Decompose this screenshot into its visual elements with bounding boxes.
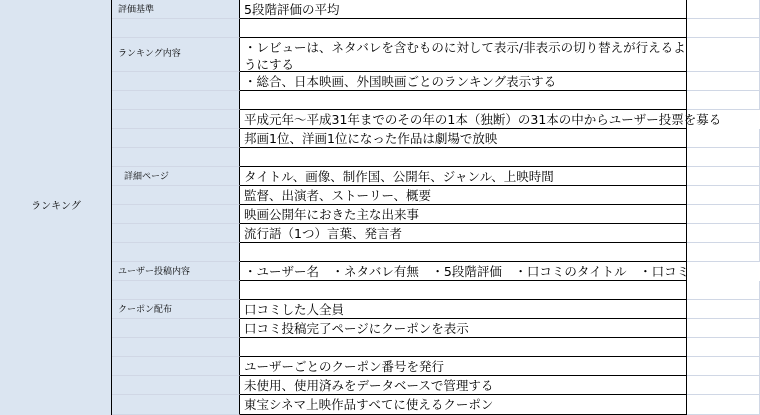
cell-b-text: クーポン配布 bbox=[118, 305, 173, 315]
cell-d[interactable] bbox=[687, 281, 760, 300]
cell-c[interactable]: 映画公開年におきた主な出来事 bbox=[240, 205, 687, 224]
cell-c[interactable] bbox=[240, 91, 687, 110]
cell-b[interactable] bbox=[112, 224, 240, 243]
cell-c[interactable]: 東宝シネマ上映作品すべてに使えるクーポン bbox=[240, 395, 687, 415]
cell-c[interactable]: 監督、出演者、ストーリー、概要 bbox=[240, 186, 687, 205]
cell-b[interactable] bbox=[112, 338, 240, 357]
cell-b[interactable] bbox=[112, 167, 240, 186]
cell-c[interactable]: 未使用、使用済みをデータベースで管理する bbox=[240, 376, 687, 395]
cell-d[interactable] bbox=[687, 376, 760, 395]
cell-d[interactable] bbox=[687, 148, 760, 167]
cell-d[interactable] bbox=[687, 243, 760, 262]
table-row bbox=[112, 167, 760, 186]
cell-d[interactable] bbox=[687, 167, 760, 186]
cell-b[interactable] bbox=[112, 262, 240, 281]
cell-d[interactable] bbox=[687, 319, 760, 338]
table-row bbox=[112, 338, 760, 357]
cell-b[interactable] bbox=[112, 110, 240, 129]
cell-b[interactable] bbox=[112, 395, 240, 415]
table-row bbox=[112, 148, 760, 167]
cell-c[interactable]: ・レビューは、ネタバレを含むものに対して表示/非表示の切り替えが行えるようにする bbox=[240, 38, 687, 72]
cell-b[interactable] bbox=[112, 205, 240, 224]
merged-cell-category[interactable] bbox=[0, 0, 112, 415]
cell-c[interactable]: 邦画1位、洋画1位になった作品は劇場で放映 bbox=[240, 129, 687, 148]
table-row bbox=[112, 300, 760, 319]
table-row bbox=[112, 72, 760, 91]
cell-b[interactable] bbox=[112, 19, 240, 38]
cell-c[interactable]: 平成元年～平成31年までのその年の1本（独断）の31本の中からユーザー投票を募る bbox=[240, 110, 687, 129]
table-row bbox=[112, 243, 760, 262]
cell-b-text: ユーザー投稿内容 bbox=[118, 267, 191, 277]
cell-d[interactable] bbox=[687, 0, 760, 19]
table-row bbox=[112, 395, 760, 415]
cell-b[interactable] bbox=[112, 38, 240, 72]
cell-d[interactable] bbox=[687, 300, 760, 319]
cell-b[interactable] bbox=[112, 300, 240, 319]
cell-b[interactable] bbox=[112, 0, 240, 19]
cell-b[interactable] bbox=[112, 357, 240, 376]
cell-c[interactable] bbox=[240, 243, 687, 262]
cell-d[interactable] bbox=[687, 338, 760, 357]
table-row bbox=[112, 224, 760, 243]
cell-b[interactable] bbox=[112, 319, 240, 338]
cell-b[interactable] bbox=[112, 243, 240, 262]
table-row bbox=[112, 186, 760, 205]
cell-d[interactable] bbox=[687, 72, 760, 91]
cell-b-text: 評価基準 bbox=[118, 5, 155, 15]
cell-d[interactable] bbox=[687, 38, 760, 72]
table-row bbox=[112, 376, 760, 395]
table-row bbox=[112, 38, 760, 72]
cell-c[interactable]: タイトル、画像、制作国、公開年、ジャンル、上映時間 bbox=[240, 167, 687, 186]
cell-c[interactable] bbox=[240, 281, 687, 300]
cell-d[interactable] bbox=[687, 129, 760, 148]
table-row bbox=[112, 357, 760, 376]
cell-b[interactable] bbox=[112, 281, 240, 300]
cell-c[interactable]: ユーザーごとのクーポン番号を発行 bbox=[240, 357, 687, 376]
cell-b[interactable] bbox=[112, 376, 240, 395]
cell-b[interactable] bbox=[112, 72, 240, 91]
cell-d[interactable] bbox=[687, 91, 760, 110]
cell-c[interactable]: 口コミ投稿完了ページにクーポンを表示 bbox=[240, 319, 687, 338]
category-label: ランキング bbox=[31, 201, 81, 212]
cell-d[interactable] bbox=[687, 357, 760, 376]
table-row bbox=[112, 281, 760, 300]
table-row bbox=[112, 205, 760, 224]
cell-c[interactable]: 口コミした人全員 bbox=[240, 300, 687, 319]
cell-d[interactable] bbox=[687, 395, 760, 415]
cell-b[interactable] bbox=[112, 148, 240, 167]
cell-d[interactable] bbox=[687, 19, 760, 38]
cell-b[interactable] bbox=[112, 91, 240, 110]
cell-c[interactable] bbox=[240, 148, 687, 167]
table-row bbox=[112, 0, 760, 19]
table-row bbox=[112, 262, 760, 281]
cell-c[interactable]: ・総合、日本映画、外国映画ごとのランキング表示する bbox=[240, 72, 687, 91]
cell-c[interactable]: ・ユーザー名 ・ネタバレ有無 ・5段階評価 ・口コミのタイトル ・口コミ bbox=[240, 262, 687, 281]
cell-b[interactable] bbox=[112, 129, 240, 148]
table-row bbox=[112, 129, 760, 148]
table-row bbox=[112, 19, 760, 38]
cell-b-text: ランキング内容 bbox=[118, 49, 181, 59]
cell-c[interactable]: 流行語（1つ）言葉、発言者 bbox=[240, 224, 687, 243]
cell-c[interactable] bbox=[240, 338, 687, 357]
table-row bbox=[112, 110, 760, 129]
cell-b[interactable] bbox=[112, 186, 240, 205]
cell-c[interactable]: 5段階評価の平均 bbox=[240, 0, 687, 19]
cell-d[interactable] bbox=[687, 205, 760, 224]
cell-b-text: 詳細ページ bbox=[124, 172, 169, 182]
cell-d[interactable] bbox=[687, 224, 760, 243]
cell-d[interactable] bbox=[687, 186, 760, 205]
table-row bbox=[112, 319, 760, 338]
table-row bbox=[112, 91, 760, 110]
cell-c[interactable] bbox=[240, 19, 687, 38]
